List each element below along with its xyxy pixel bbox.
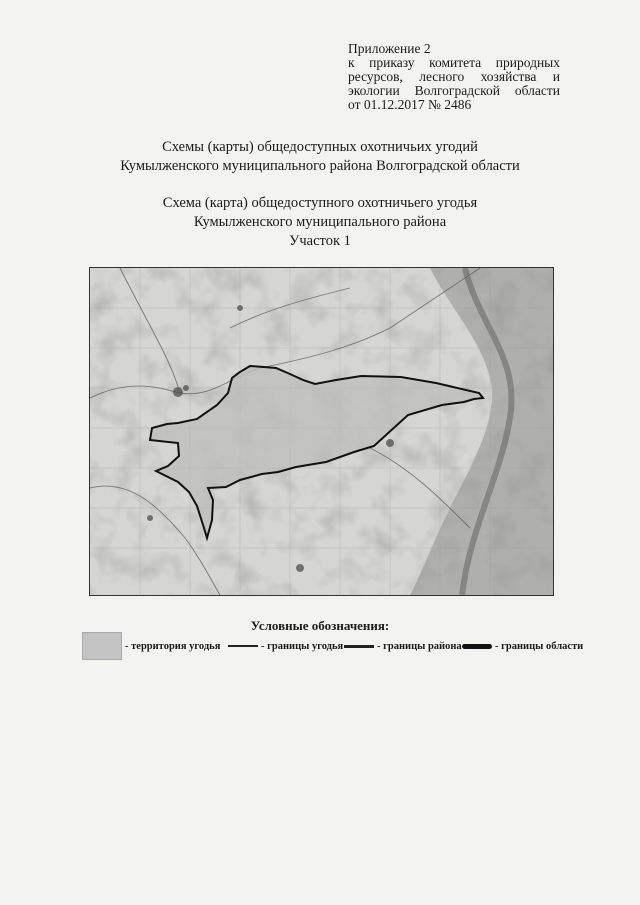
document-title (60, 138, 580, 176)
map-title-line: Кумылженского муниципального района (193, 214, 447, 230)
legend-label: - территория угодья (125, 640, 221, 652)
legend-item-territory (82, 632, 220, 660)
legend-item-ground-boundary (228, 632, 343, 660)
topographic-map (89, 267, 554, 596)
legend-title: Условные обозначения: (250, 618, 390, 633)
legend-label: - границы угодья (261, 640, 344, 652)
map-title-line: Участок 1 (289, 233, 351, 249)
map-title (60, 194, 580, 251)
appendix-header (348, 42, 560, 112)
appendix-line: экологии Волгоградской области (348, 83, 560, 98)
title-line: Кумылженского муниципального района Волгоградской области (120, 158, 520, 174)
title-line: Схемы (карты) общедоступных охотничьих угодий (162, 139, 478, 155)
legend-item-region-boundary (462, 632, 583, 660)
appendix-line: от 01.12.2017 № 2486 (348, 97, 472, 112)
legend-label: - границы области (495, 640, 584, 652)
appendix-line: ресурсов, лесного хозяйства и (348, 69, 560, 84)
appendix-line: к приказу комитета природных (348, 55, 560, 70)
legend-label: - границы района (377, 640, 462, 652)
territory-swatch (82, 632, 122, 660)
region-boundary-line-swatch (462, 644, 492, 649)
district-boundary-line-swatch (344, 645, 374, 648)
legend (82, 632, 582, 660)
map-title-line: Схема (карта) общедоступного охотничьего угодья (162, 195, 478, 211)
legend-item-district-boundary (344, 632, 462, 660)
map-noise (90, 268, 553, 595)
appendix-line: Приложение 2 (348, 41, 431, 56)
ground-boundary-line-swatch (228, 645, 258, 647)
